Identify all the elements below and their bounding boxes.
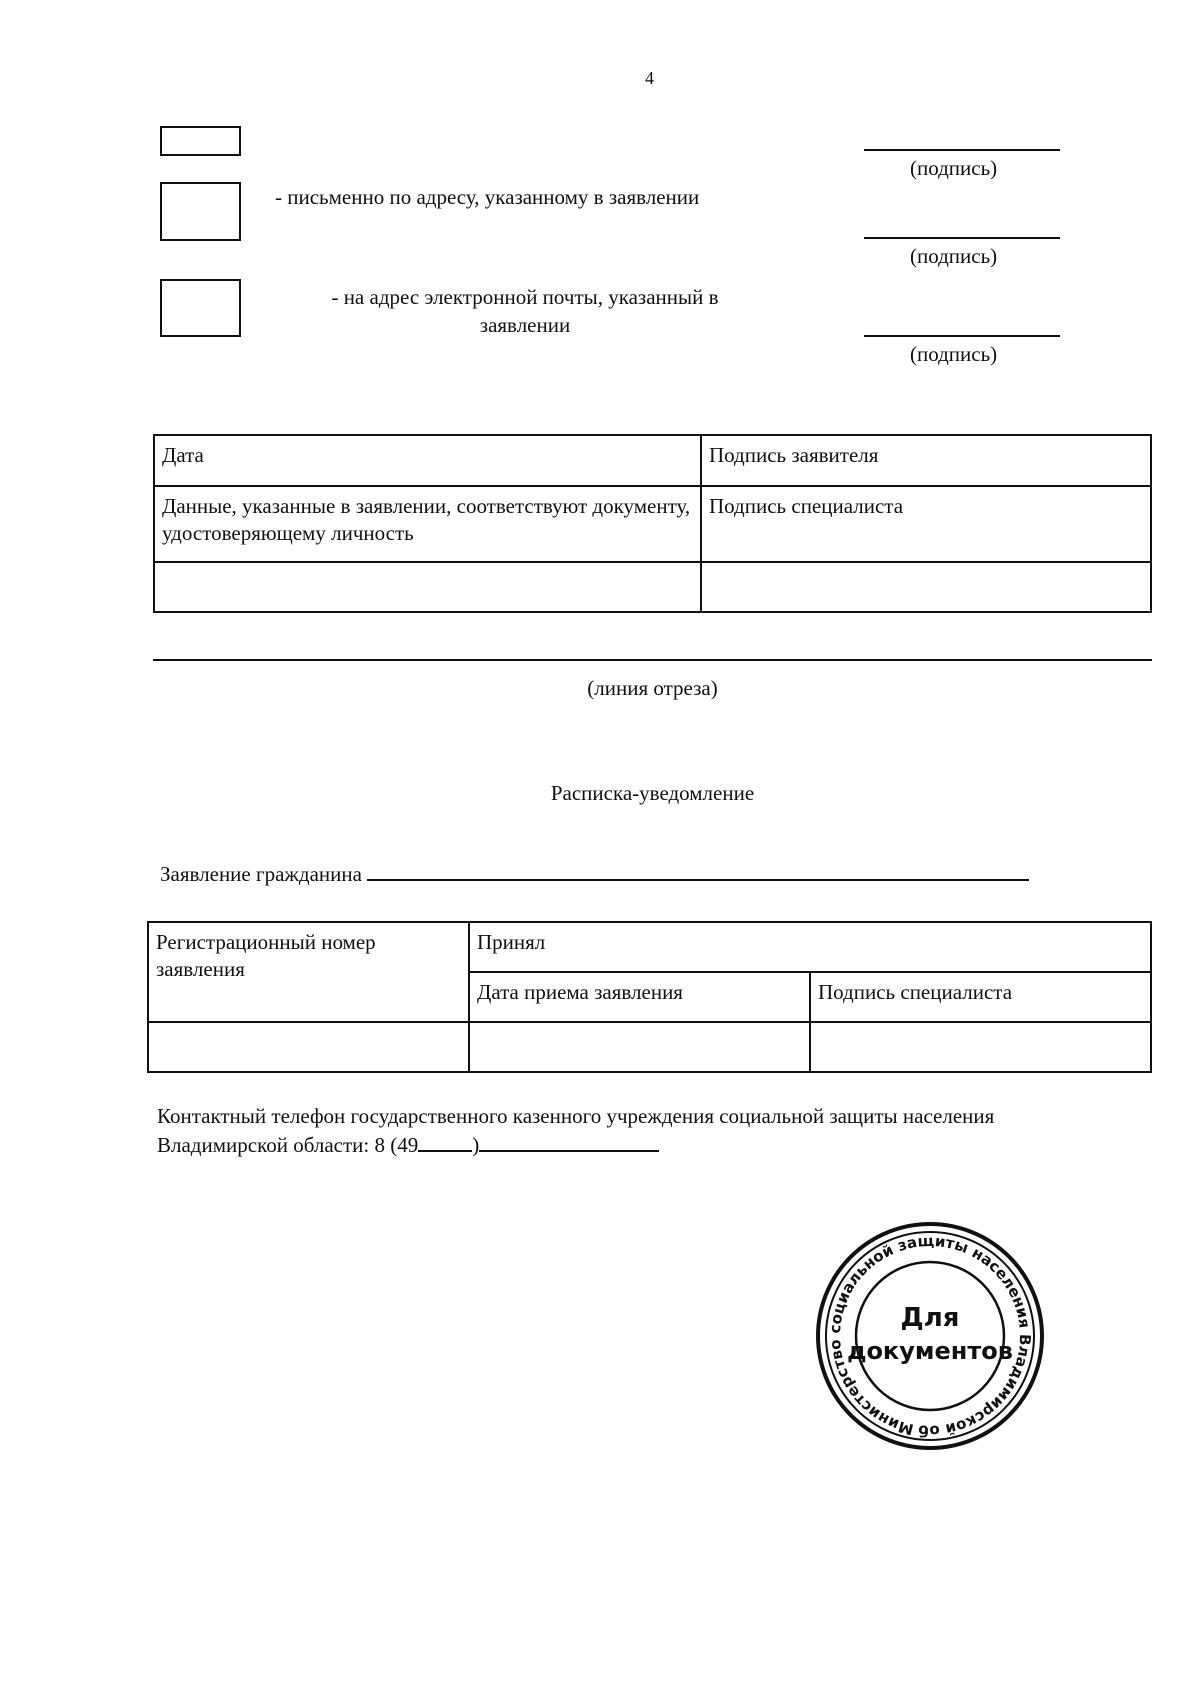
contact-line1: Контактный телефон государственного казенного учреждения социальной защиты населения	[157, 1104, 995, 1128]
accepted-header: Принял	[469, 922, 1151, 972]
delivery-option-label-email-line1: - на адрес электронной почты, указанный в	[331, 285, 719, 309]
stamp-ring-text: Министерство социальной защиты населения Владимирской области	[825, 1231, 1035, 1441]
contact-phone-close: )	[472, 1133, 480, 1157]
registration-number-header: Регистрационный номер заявления	[148, 922, 469, 1022]
stamp-center-line1: Для	[900, 1303, 960, 1333]
delivery-option-label-email-line2: заявлении	[479, 313, 571, 337]
identity-verified-cell: Данные, указанные в заявлении, соответствуют документу, удостоверяющему личность	[154, 486, 701, 562]
stamp-rings	[818, 1224, 1042, 1448]
specialist-signature-header-text: Подпись специалиста	[818, 980, 1013, 1004]
accept-date-header: Дата приема заявления	[469, 972, 810, 1022]
registration-table	[147, 921, 1152, 1073]
delivery-option-checkbox-1[interactable]	[160, 126, 241, 156]
specialist-signature-header	[810, 972, 1151, 1022]
applicant-name-field[interactable]	[367, 857, 1029, 881]
delivery-option-label-postal: - письменно по адресу, указанному в заявлении	[275, 185, 700, 209]
signature-caption: (подпись)	[910, 244, 998, 268]
phone-number-field[interactable]	[479, 1132, 659, 1152]
applicant-signature-table	[153, 434, 1152, 613]
delivery-option-checkbox-3[interactable]	[160, 279, 241, 337]
official-stamp	[815, 1221, 1045, 1451]
contact-line2	[157, 1131, 1152, 1160]
stamp-center-line2: документов	[847, 1337, 1013, 1365]
applicant-line	[160, 857, 1070, 887]
contact-block	[157, 1102, 1152, 1160]
receipt-title: Расписка-уведомление	[550, 781, 755, 805]
signature-caption: (подпись)	[910, 156, 998, 180]
delivery-option-checkbox-2[interactable]	[160, 182, 241, 241]
empty-cell[interactable]	[701, 562, 1151, 612]
page-number: 4	[645, 68, 654, 88]
cut-line-label: (линия отреза)	[587, 676, 718, 700]
delivery-option-label-email	[280, 283, 770, 339]
phone-code-field[interactable]	[418, 1132, 472, 1152]
signature-line[interactable]	[864, 149, 1060, 151]
signature-line[interactable]	[864, 237, 1060, 239]
applicant-signature-cell: Подпись заявителя	[701, 435, 1151, 486]
empty-cell[interactable]	[154, 562, 701, 612]
applicant-label: Заявление гражданина	[160, 862, 362, 886]
signature-caption: (подпись)	[910, 342, 998, 366]
cut-line	[153, 659, 1152, 661]
accept-date-cell[interactable]	[469, 1022, 810, 1072]
registration-number-cell[interactable]	[148, 1022, 469, 1072]
signature-line[interactable]	[864, 335, 1060, 337]
contact-phone-prefix: Владимирской области: 8 (49	[157, 1133, 419, 1157]
specialist-signature-cell: Подпись специалиста	[701, 486, 1151, 562]
specialist-signature-cell[interactable]	[810, 1022, 1151, 1072]
date-cell: Дата	[154, 435, 701, 486]
